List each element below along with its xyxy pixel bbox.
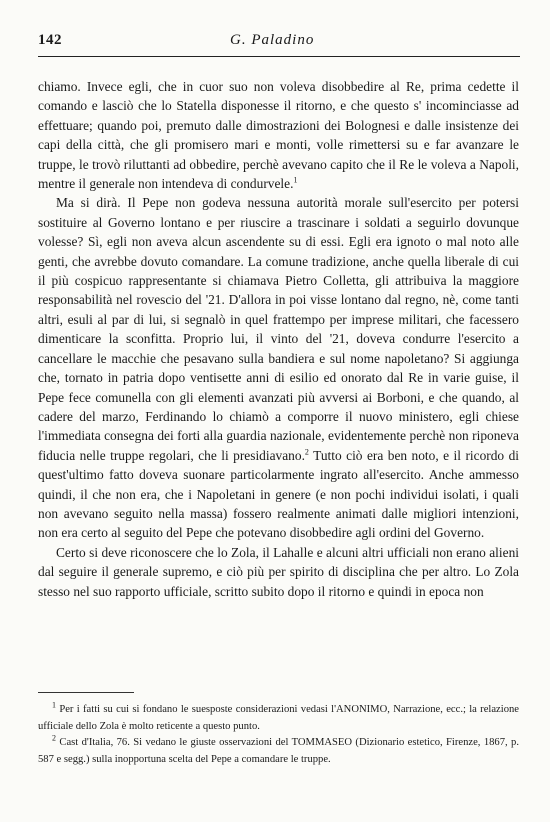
footnote-ref-1: 1 bbox=[293, 175, 298, 185]
header-divider bbox=[38, 56, 520, 57]
paragraph-2-continuation: Tutto ciò era ben noto, e il ricordo di quest'ultimo fatto doveva suonare particolarmente ingrato all'esercito. Anche ammesso quindi, il che non era, che i Napoletani in genere (e non pochi individui isolati, i quali non avevano seguito nella massa) fossero realmente animati dalle migliori intenzioni, non era certo al seguito del Pepe che potevano disobbedire agli ordini del Governo. bbox=[38, 447, 519, 541]
footnote-1 bbox=[38, 702, 519, 735]
footnote-1-text: Per i fatti su cui si fondano le suesposte considerazioni vedasi l'ANONIMO, Narrazione, ecc.; la relazione ufficiale dello Zola è molto reticente a questo punto. bbox=[38, 704, 520, 732]
footnote-mark-2: 2 bbox=[52, 733, 56, 743]
main-text bbox=[38, 77, 519, 601]
paragraph-3-text: Certo si deve riconoscere che lo Zola, il Lahalle e alcuni altri ufficiali non erano alieni dal seguire il generale supremo, e ciò più per spirito di disciplina che per altro. Lo Zola stesso nel suo rapporto ufficiale, scritto subito dopo il ritorno e quindi in epoca non bbox=[38, 544, 519, 599]
footnote-divider bbox=[38, 692, 134, 693]
paragraph-1 bbox=[38, 77, 519, 193]
footnotes bbox=[38, 702, 519, 768]
paragraph-3 bbox=[38, 543, 519, 601]
footnote-ref-2: 2 bbox=[304, 447, 309, 457]
paragraph-2 bbox=[38, 193, 519, 542]
paragraph-1-text: chiamo. Invece egli, che in cuor suo non voleva disobbedire al Re, prima cedette il comando e lasciò che lo Statella disponesse il ritorno, e che questo s' incominciasse ad effettuare; quando poi, premuto dalle dimostrazioni dei Bolognesi e dalle insistenze dei capi della città, che gli promisero mari e monti, volle rimettersi su e far avanzare le truppe, le trovò riluttanti ad obbedire, perchè avevano capito che il Re le voleva a Napoli, mentre il generale non intendeva di condurvele. bbox=[38, 79, 519, 192]
footnote-2-text: Cast d'Italia, 76. Si vedano le giuste osservazioni del TOMMASEO (Dizionario estetico, Firenze, 1867, p. 587 e segg.) sulla inopportuna scelta del Pepe a comandare le truppe. bbox=[38, 737, 519, 765]
footnote-2 bbox=[38, 735, 519, 768]
running-title: G. Paladino bbox=[230, 32, 315, 48]
page-number: 142 bbox=[38, 32, 62, 48]
page-header bbox=[38, 32, 520, 52]
paragraph-2-text: Ma si dirà. Il Pepe non godeva nessuna autorità morale sull'esercito per potersi sostituire al Governo lontano e per riuscire a trascinare i soldati a seguirlo dovunque volesse? Sì, egli non aveva alcun ascendente su di essi. Egli era ignoto o mal noto alle genti, che avrebbe dovuto comandare. La comune tradizione, anche quella liberale di cui il più cospicuo rappresentante si chiamava Pietro Colletta, gli attribuiva la maggiore responsabilità nel rovescio del '21. D'allora in poi visse lontano dal regno, nè, come tanti altri, esuli al par di lui, si segnalò in quel frattempo per imprese militari, che facessero dimenticare la sconfitta. Proprio lui, il vinto del '21, doveva condurre l'esercito a cancellare le macchie che pesavano sulla bandiera e sul nome napoletano? Si aggiunga che, tornato in patria dopo ventisette anni di esilio ed onorato dal Re in varie guise, il Pepe fece comunella con gli elementi avanzati più avversi ai Borboni, e che quando, al cadere del marzo, Ferdinando lo chiamò a comporre il nuovo ministero, egli chiese l'immediata consegna dei forti alla guardia nazionale, evidentemente perchè non riponeva fiducia nelle truppe regolari, che li presidiavano. bbox=[38, 195, 519, 463]
footnote-mark-1: 1 bbox=[52, 700, 56, 710]
